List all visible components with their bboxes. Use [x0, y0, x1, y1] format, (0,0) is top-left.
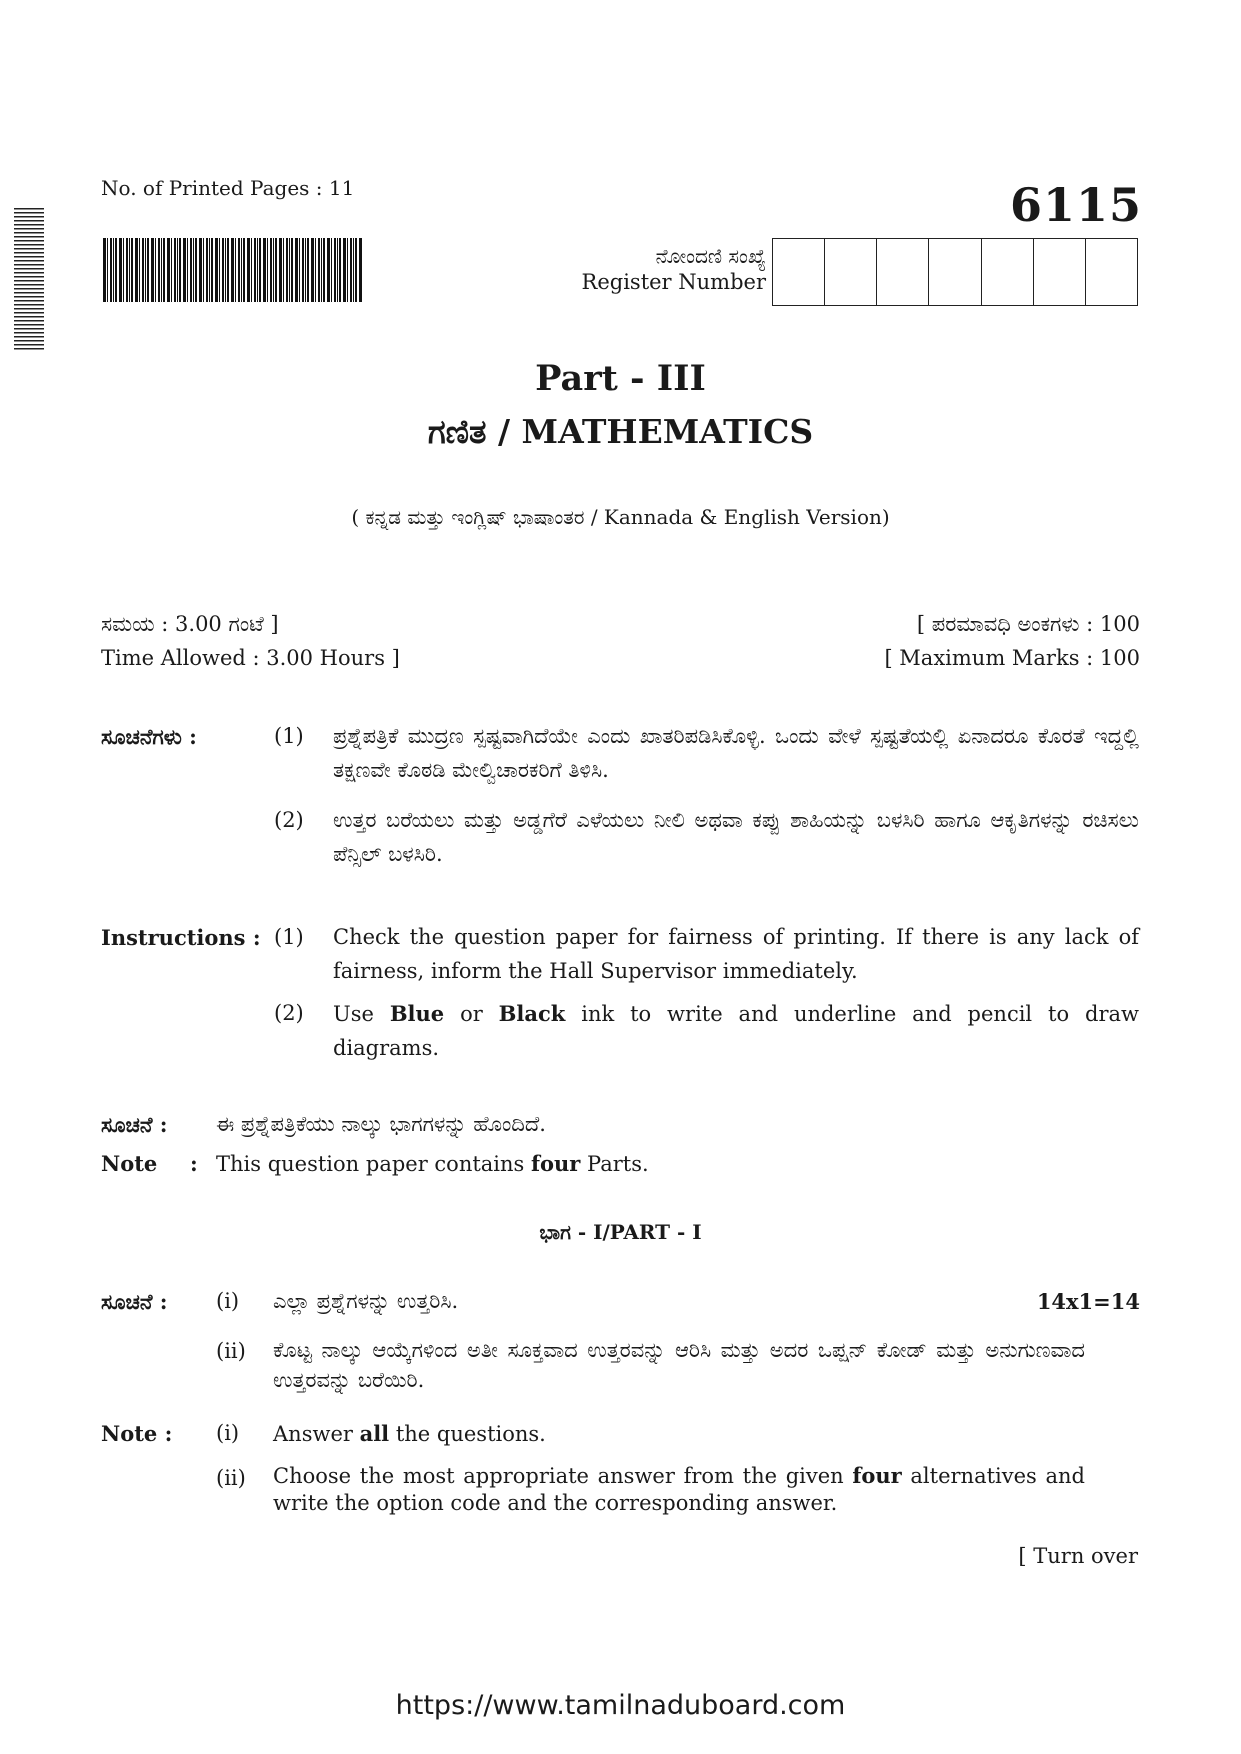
register-digit-box — [929, 239, 981, 305]
note-kannada-item-2: ಕೊಟ್ಟ ನಾಲ್ಕು ಆಯ್ಕೆಗಳಿಂದ ಅತೀ ಸೂಕ್ತವಾದ ಉತ್ತರವನ್ನು ಆರಿಸಿ ಮತ್ತು ಅದರ ಒಪ್ಷನ್ ಕೋಡ್ ಮತ್ತು ಅನುಗುಣವಾದ ಉತ್ತರವನ್ನು ಬರೆಯಿರಿ. — [273, 1338, 1085, 1393]
maximum-marks-kannada: [ ಪರಮಾವಧಿ ಅಂಕಗಳು : 100 — [916, 612, 1140, 636]
register-digit-box — [877, 239, 929, 305]
time-allowed: Time Allowed : 3.00 Hours ] — [101, 646, 400, 670]
note-colon: : — [190, 1151, 198, 1176]
part-title: Part - III — [535, 358, 706, 399]
note-kannada-item-1: ಎಲ್ಲಾ ಪ್ರಶ್ನೆಗಳನ್ನು ಉತ್ತರಿಸಿ. — [273, 1289, 459, 1313]
instruction-number: (1) — [274, 925, 304, 949]
register-number-boxes — [772, 238, 1138, 306]
part-one-note-label: Note : — [101, 1421, 173, 1446]
version-line: ( ಕನ್ನಡ ಮತ್ತು ಇಂಗ್ಲಿಷ್ ಭಾಷಾಂತರ / Kannada & English Version) — [351, 505, 890, 529]
marks-scheme: 14x1=14 — [1036, 1289, 1140, 1314]
instruction-english-1: Check the question paper for fairness of printing. If there is any lack of fairness, inform the Hall Supervisor immediately. — [333, 925, 1139, 983]
register-digit-box — [982, 239, 1034, 305]
note-english-item-1: Answer all the questions. — [273, 1421, 546, 1446]
note-kannada-label: ಸೂಚನೆ : — [101, 1112, 168, 1137]
instruction-number: (2) — [274, 808, 304, 832]
instruction-kannada-2: ಉತ್ತರ ಬರೆಯಲು ಮತ್ತು ಅಡ್ಡಗೆರೆ ಎಳೆಯಲು ನೀಲಿ ಅಥವಾ ಕಪ್ಪು ಶಾಹಿಯನ್ನು ಬಳಸಿರಿ ಹಾಗೂ ಆಕೃತಿಗಳನ್ನು ರಚಿಸಲು ಪೆನ್ಸಿಲ್ ಬಳಸಿರಿ. — [333, 808, 1139, 866]
printed-pages: No. of Printed Pages : 11 — [101, 176, 355, 200]
part-one-heading: ಭಾಗ - I/PART - I — [539, 1220, 702, 1244]
register-digit-box — [1086, 239, 1137, 305]
part-one-note-kannada-label: ಸೂಚನೆ : — [101, 1289, 168, 1314]
website-url[interactable]: https://www.tamilnaduboard.com — [395, 1690, 846, 1721]
instruction-kannada-1: ಪ್ರಶ್ನೆಪತ್ರಿಕೆ ಮುದ್ರಣ ಸ್ಪಷ್ಟವಾಗಿದೆಯೇ ಎಂದು ಖಾತರಿಪಡಿಸಿಕೊಳ್ಳಿ. ಒಂದು ವೇಳೆ ಸ್ಪಷ್ಟತೆಯಲ್ಲಿ ಏನಾದರೂ ಕೊರತೆ ಇದ್ದಲ್ಲಿ ತಕ್ಷಣವೇ ಕೊಠಡಿ ಮೇಲ್ವಿಚಾರಕರಿಗೆ ತಿಳಿಸಿ. — [333, 724, 1139, 782]
note-kannada-text: ಈ ಪ್ರಶ್ನೆಪತ್ರಿಕೆಯು ನಾಲ್ಕು ಭಾಗಗಳನ್ನು ಹೊಂದಿದೆ. — [216, 1112, 546, 1136]
note-text: This question paper contains four Parts. — [216, 1151, 649, 1176]
subject-title: ಗಣಿತ / MATHEMATICS — [427, 412, 814, 451]
note-item-number: (i) — [216, 1289, 240, 1313]
instructions-kannada-label: ಸೂಚನೆಗಳು : — [101, 724, 197, 749]
turn-over: [ Turn over — [1018, 1544, 1138, 1568]
barcode — [103, 238, 363, 302]
instruction-number: (2) — [274, 1001, 304, 1025]
note-item-number: (ii) — [216, 1339, 246, 1363]
register-digit-box — [773, 239, 825, 305]
register-digit-box — [825, 239, 877, 305]
instructions-label: Instructions : — [101, 925, 261, 950]
register-label-kannada: ನೋಂದಣಿ ಸಂಖ್ಯೆ — [655, 244, 766, 268]
maximum-marks: [ Maximum Marks : 100 — [884, 646, 1140, 670]
paper-code: 6115 — [1010, 178, 1143, 232]
note-english-item-2: Choose the most appropriate answer from the given four alternatives and write the option code and the corresponding answer. — [273, 1463, 1085, 1516]
instruction-english-2: Use Blue or Black ink to write and underline and pencil to draw diagrams. — [333, 1001, 1139, 1060]
register-digit-box — [1034, 239, 1086, 305]
side-barcode — [14, 208, 44, 352]
note-label: Note — [101, 1151, 158, 1176]
register-label: Register Number — [581, 270, 766, 294]
instruction-number: (1) — [274, 724, 304, 748]
note-item-number: (ii) — [216, 1466, 246, 1490]
time-allowed-kannada: ಸಮಯ : 3.00 ಗಂಟೆ ] — [101, 612, 279, 636]
note-item-number: (i) — [216, 1421, 240, 1445]
